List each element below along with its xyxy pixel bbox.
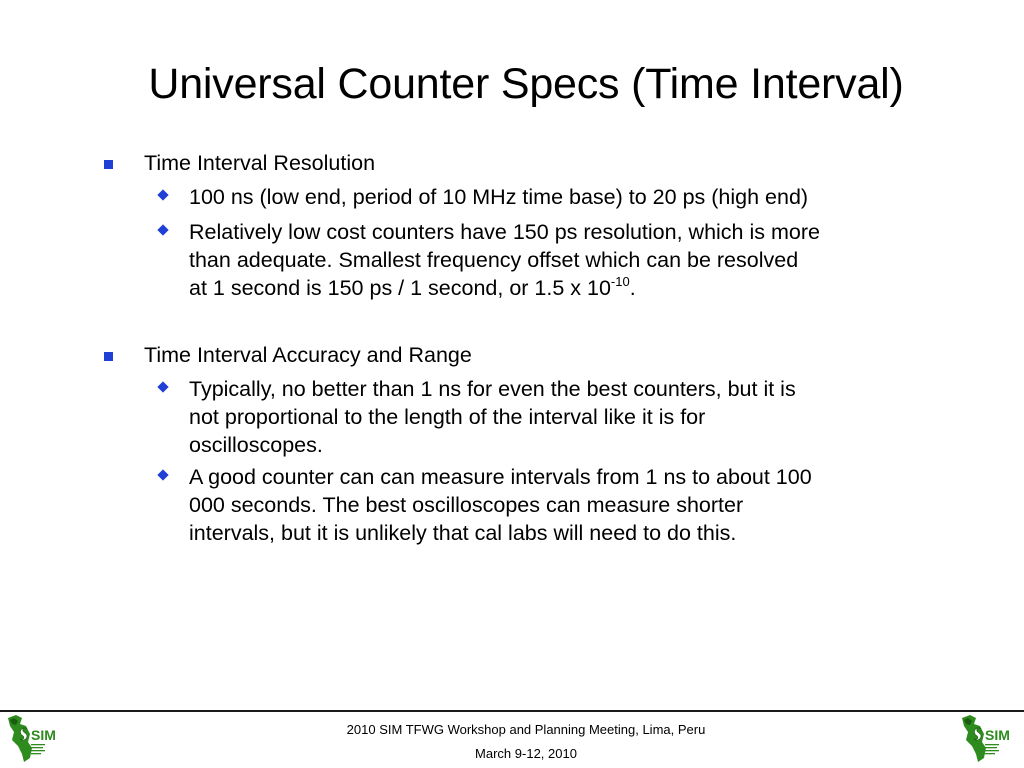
bullet-text <box>189 463 959 547</box>
diamond-bullet-icon <box>157 224 168 235</box>
bullet-line-base: at 1 second is 150 ps / 1 second, or 1.5 x 10 <box>189 276 611 300</box>
bullet-line: than adequate. Smallest frequency offset which can be resolved <box>189 248 799 272</box>
logo-text: SIM <box>985 727 1010 743</box>
bullet-line: 100 ns (low end, period of 10 MHz time base) to 20 ps (high end) <box>189 185 809 209</box>
bullet-line: intervals, but it is unlikely that cal labs will need to do this. <box>189 521 737 545</box>
bullet-line: Relatively low cost counters have 150 ps resolution, which is more <box>189 220 820 244</box>
bullet-text <box>189 218 959 302</box>
bullet-line: 000 seconds. The best oscilloscopes can measure shorter <box>189 493 744 517</box>
sim-logo-right <box>956 712 1022 766</box>
diamond-bullet-icon <box>157 381 168 392</box>
bullet-heading: Time Interval Accuracy and Range <box>144 343 472 367</box>
logo-text: SIM <box>31 727 56 743</box>
footer-event: 2010 SIM TFWG Workshop and Planning Meeting, Lima, Peru <box>346 722 706 737</box>
bullet-heading: Time Interval Resolution <box>144 151 376 175</box>
bullet-line: oscilloscopes. <box>189 433 323 457</box>
bullet-text <box>189 183 959 211</box>
footer-divider <box>0 710 1024 712</box>
trailing-period: . <box>629 276 636 300</box>
bullet-line: A good counter can can measure intervals from 1 ns to about 100 <box>189 465 812 489</box>
exponent: -10 <box>610 274 630 289</box>
bullet-line-with-superscript <box>189 274 959 302</box>
diamond-bullet-icon <box>157 469 168 480</box>
footer-dates: March 9-12, 2010 <box>475 746 577 761</box>
bullet-text <box>189 375 959 459</box>
square-bullet-icon <box>104 160 113 169</box>
bullet-line: not proportional to the length of the interval like it is for <box>189 405 706 429</box>
diamond-bullet-icon <box>157 189 168 200</box>
bullet-line: Typically, no better than 1 ns for even the best counters, but it is <box>189 377 796 401</box>
slide-title: Universal Counter Specs (Time Interval) <box>148 60 904 108</box>
square-bullet-icon <box>104 352 113 361</box>
sim-logo-left <box>2 712 68 766</box>
